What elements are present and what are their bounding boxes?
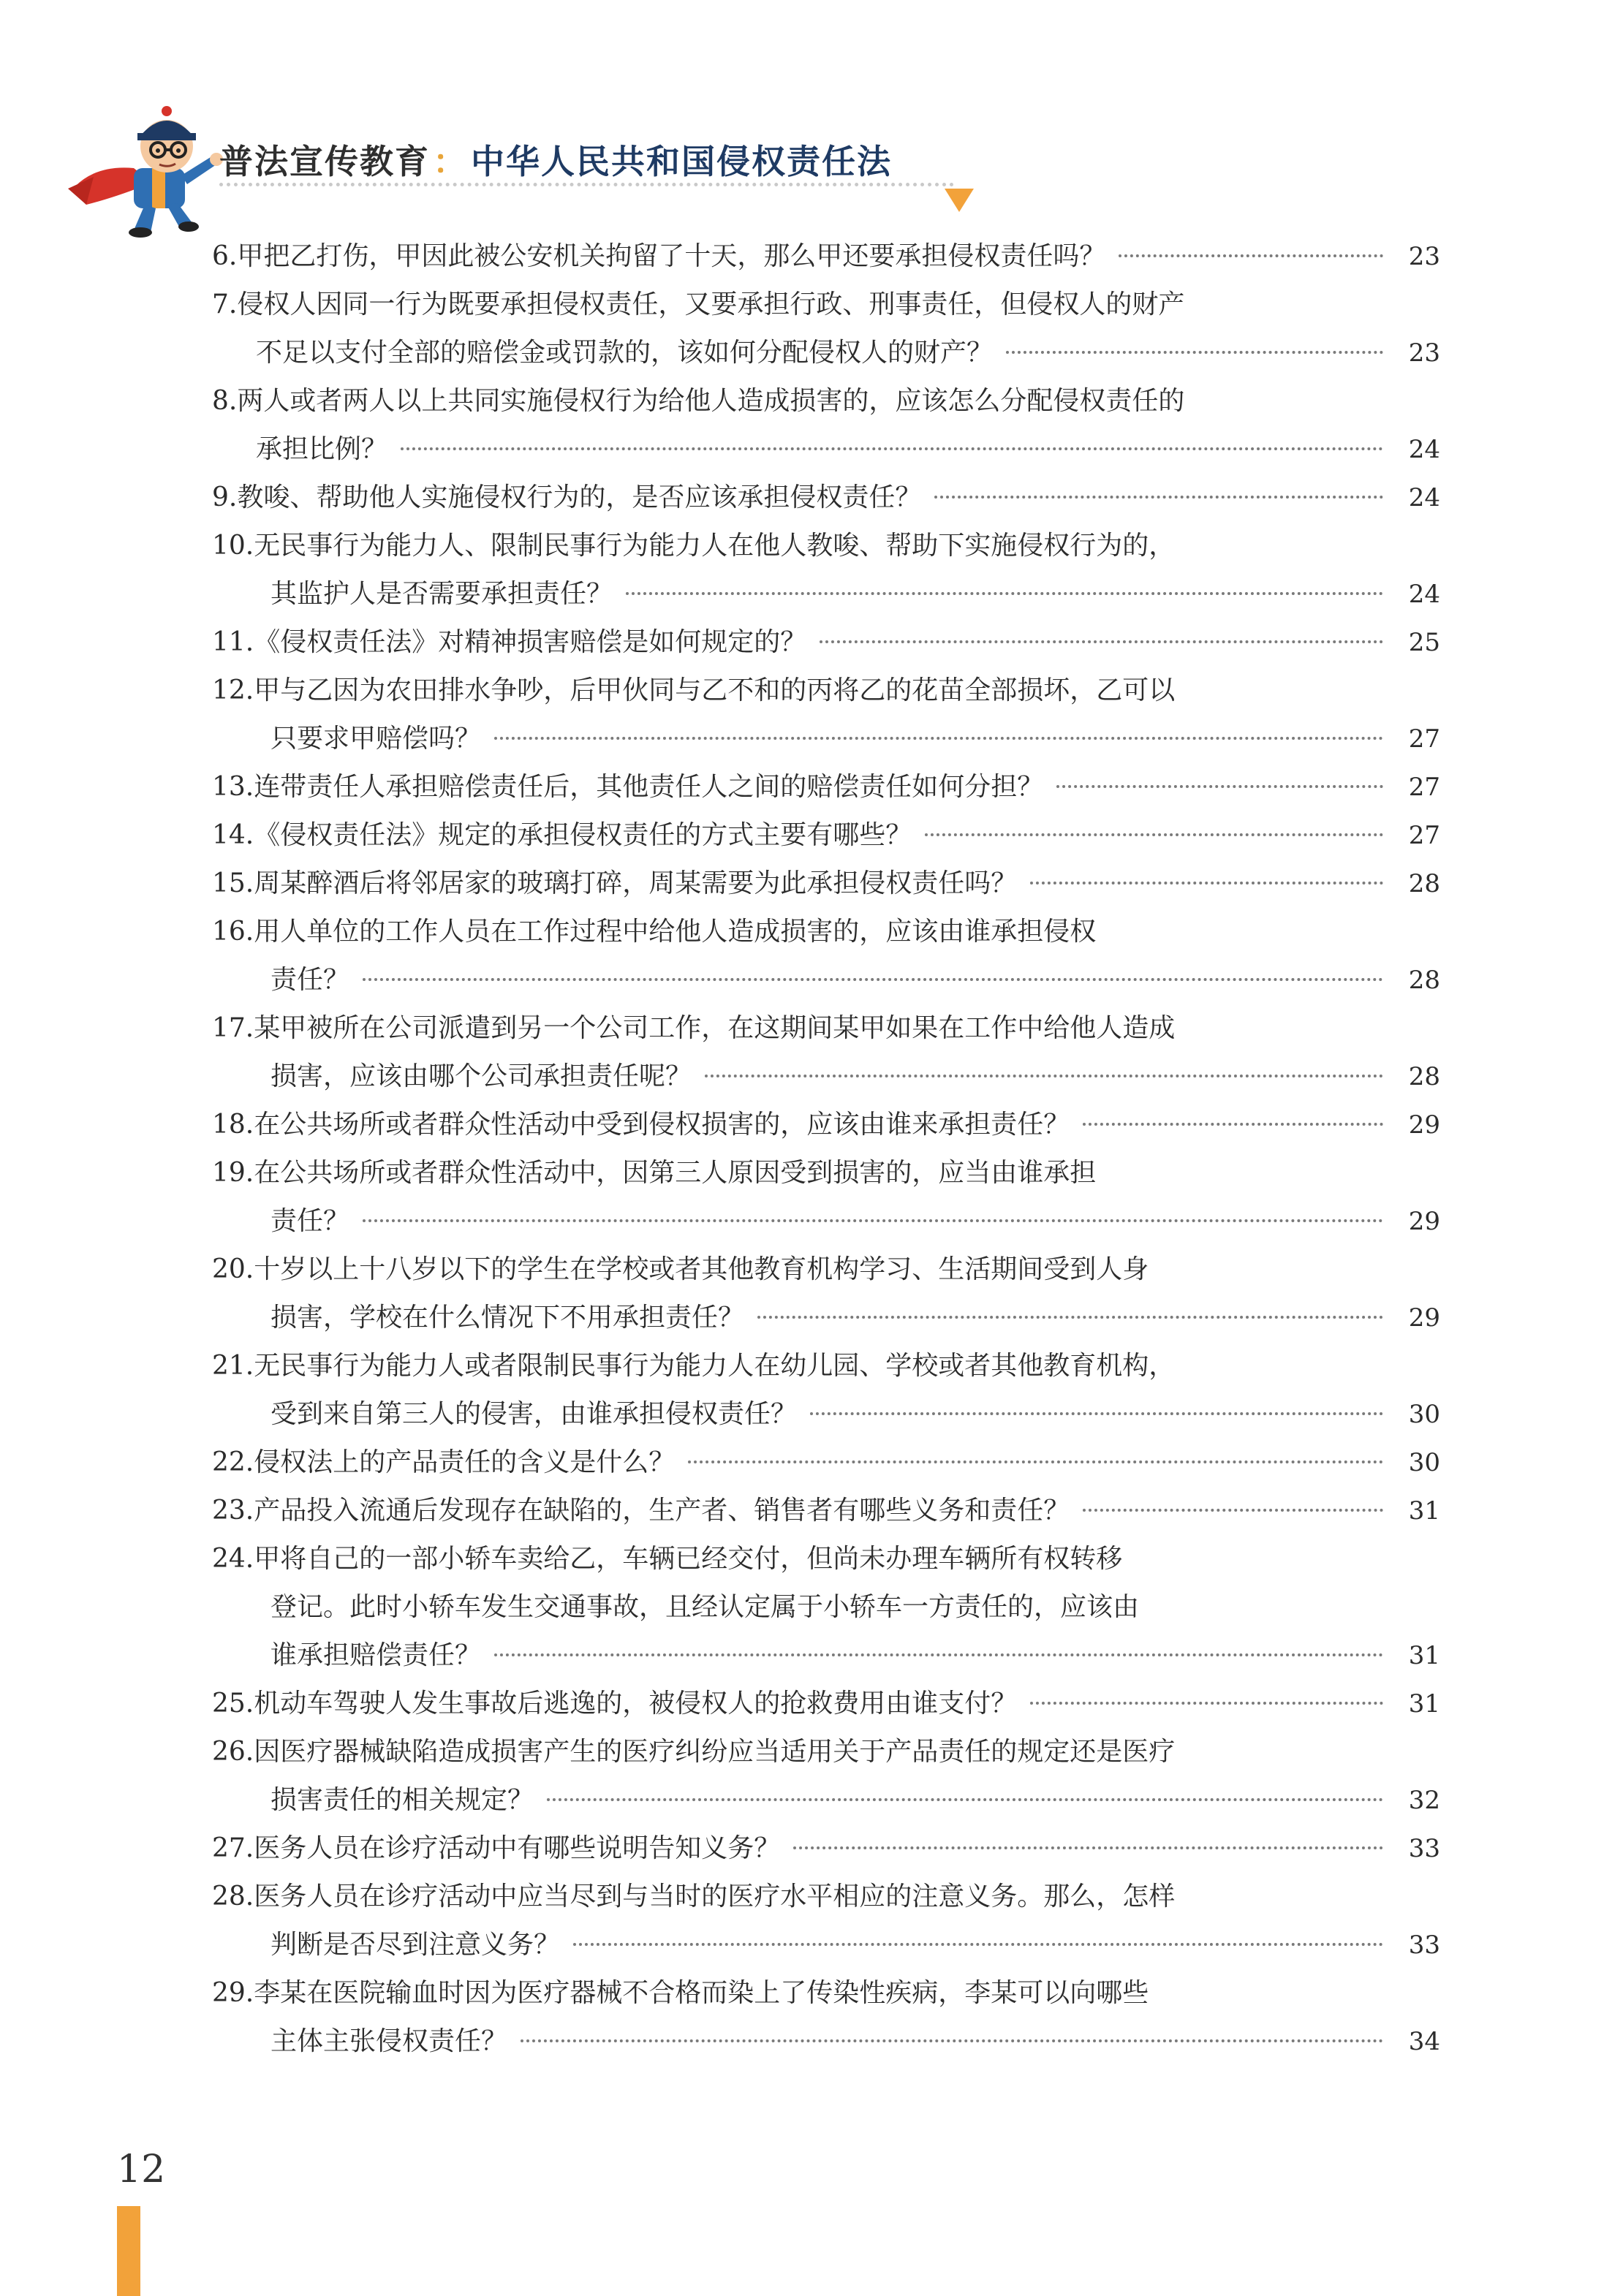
toc-entry[interactable] <box>212 1487 1440 1535</box>
dot-leader <box>1030 1702 1383 1705</box>
toc-entry[interactable] <box>212 1728 1440 1825</box>
toc-entry[interactable] <box>212 1439 1440 1487</box>
toc-entry-line <box>212 667 1440 715</box>
toc-entry-text: 责任？ <box>270 965 350 995</box>
toc-entry[interactable] <box>212 1680 1440 1728</box>
dot-leader <box>810 1412 1383 1415</box>
toc-entry-text: 甲与乙因为农田排水争吵，后甲伙同与乙不和的丙将乙的花苗全部损坏，乙可以 <box>254 675 1176 705</box>
toc-entry-line <box>212 860 1440 908</box>
triangle-marker-icon <box>945 189 974 212</box>
toc-entry-text: 医务人员在诊疗活动中应当尽到与当时的医疗水平相应的注意义务。那么，怎样 <box>254 1882 1176 1912</box>
toc-entry-number: 26. <box>212 1737 254 1767</box>
toc-entry-line <box>212 377 1440 425</box>
toc-entry-page: 27 <box>1408 724 1440 754</box>
toc-entry-line <box>212 1294 1440 1342</box>
page-number: 12 <box>117 2148 166 2191</box>
dot-leader <box>1083 1509 1383 1512</box>
toc-entry-line <box>212 1197 1440 1246</box>
dot-leader <box>820 640 1383 643</box>
toc-entry-page: 27 <box>1408 773 1440 802</box>
toc-entry-number: 23. <box>212 1496 254 1526</box>
toc-entry-text: 判断是否尽到注意义务？ <box>270 1930 561 1960</box>
toc-entry[interactable] <box>212 377 1440 474</box>
table-of-contents <box>212 232 1440 2066</box>
toc-entry[interactable] <box>212 1873 1440 1969</box>
title-separator: ： <box>433 142 468 181</box>
toc-entry-text: 侵权人因同一行为既要承担侵权责任，又要承担行政、刑事责任，但侵权人的财产 <box>237 289 1185 319</box>
toc-entry[interactable] <box>212 763 1440 811</box>
toc-entry-page: 30 <box>1408 1400 1440 1429</box>
toc-entry-line <box>212 618 1440 667</box>
dot-leader <box>925 833 1383 836</box>
dot-leader <box>547 1798 1383 1801</box>
toc-entry-page: 24 <box>1408 483 1440 512</box>
dot-leader <box>494 1653 1383 1656</box>
toc-entry[interactable] <box>212 1101 1440 1149</box>
toc-entry-text: 《侵权责任法》对精神损害赔偿是如何规定的？ <box>254 627 807 657</box>
toc-entry-number: 16. <box>212 917 254 947</box>
toc-entry-number: 12. <box>212 675 254 705</box>
toc-entry-number: 24. <box>212 1544 254 1574</box>
toc-entry[interactable] <box>212 1149 1440 1246</box>
toc-entry-line <box>212 1728 1440 1776</box>
toc-entry-text: 损害，应该由哪个公司承担责任呢？ <box>270 1061 692 1091</box>
toc-entry-number: 19. <box>212 1158 254 1188</box>
toc-entry-page: 34 <box>1408 2027 1440 2056</box>
toc-entry-line <box>212 1342 1440 1390</box>
dot-leader <box>573 1943 1383 1946</box>
toc-entry-text: 谁承担赔偿责任？ <box>270 1640 482 1670</box>
toc-entry-number: 14. <box>212 820 254 850</box>
toc-entry-page: 28 <box>1408 869 1440 898</box>
toc-entry-text: 《侵权责任法》规定的承担侵权责任的方式主要有哪些？ <box>254 820 912 850</box>
toc-entry-text: 其监护人是否需要承担责任？ <box>270 579 613 609</box>
dot-leader <box>1030 882 1383 884</box>
book-title: 中华人民共和国侵权责任法 <box>471 142 892 181</box>
toc-entry-line <box>212 715 1440 763</box>
toc-entry-line <box>212 1535 1440 1583</box>
page-edge-bar <box>117 2206 140 2296</box>
toc-entry-text: 受到来自第三人的侵害，由谁承担侵权责任？ <box>270 1399 798 1429</box>
toc-entry-page: 27 <box>1408 821 1440 850</box>
toc-entry-text: 医务人员在诊疗活动中有哪些说明告知义务？ <box>254 1833 781 1863</box>
toc-entry-page: 31 <box>1408 1496 1440 1526</box>
toc-entry-text: 主体主张侵权责任？ <box>270 2026 508 2056</box>
toc-entry-text: 侵权法上的产品责任的含义是什么？ <box>254 1447 676 1477</box>
toc-entry-line <box>212 1825 1440 1873</box>
toc-entry-number: 7. <box>212 289 238 319</box>
toc-entry-line <box>212 1149 1440 1197</box>
toc-entry-text: 两人或者两人以上共同实施侵权行为给他人造成损害的，应该怎么分配侵权责任的 <box>237 386 1185 416</box>
dot-leader <box>1119 254 1383 257</box>
toc-entry-number: 15. <box>212 868 254 898</box>
toc-entry-line <box>212 1873 1440 1921</box>
dot-leader <box>521 2039 1383 2042</box>
toc-entry[interactable] <box>212 860 1440 908</box>
toc-entry-text: 产品投入流通后发现存在缺陷的，生产者、销售者有哪些义务和责任？ <box>254 1496 1070 1526</box>
toc-entry-line <box>212 1632 1440 1680</box>
dot-leader <box>494 737 1383 740</box>
dot-leader <box>705 1075 1383 1077</box>
toc-entry-number: 29. <box>212 1978 254 2008</box>
toc-entry-line <box>212 1101 1440 1149</box>
toc-entry-number: 9. <box>212 482 238 512</box>
dot-leader <box>688 1460 1383 1463</box>
toc-entry-text: 机动车驾驶人发生事故后逃逸的，被侵权人的抢救费用由谁支付？ <box>254 1689 1018 1719</box>
toc-entry-text: 不足以支付全部的赔偿金或罚款的，该如何分配侵权人的财产？ <box>256 338 994 368</box>
toc-entry-page: 33 <box>1408 1834 1440 1863</box>
toc-entry[interactable] <box>212 667 1440 763</box>
toc-entry-text: 因医疗器械缺陷造成损害产生的医疗纠纷应当适用关于产品责任的规定还是医疗 <box>254 1737 1176 1767</box>
toc-entry-line <box>212 1921 1440 1969</box>
toc-entry-text: 教唆、帮助他人实施侵权行为的，是否应该承担侵权责任？ <box>237 482 922 512</box>
toc-entry-page: 29 <box>1408 1110 1440 1140</box>
series-name: 普法宣传教育 <box>219 142 430 181</box>
toc-entry-line <box>212 956 1440 1004</box>
toc-entry-page: 23 <box>1408 242 1440 271</box>
toc-entry-text: 用人单位的工作人员在工作过程中给他人造成损害的，应该由谁承担侵权 <box>254 917 1097 947</box>
toc-entry-text: 责任？ <box>270 1206 350 1236</box>
toc-entry[interactable] <box>212 474 1440 522</box>
toc-entry-number: 11. <box>212 627 254 657</box>
toc-entry-page: 31 <box>1408 1641 1440 1670</box>
dot-leader <box>1056 785 1383 788</box>
toc-entry-text: 损害责任的相关规定？ <box>270 1785 534 1815</box>
toc-entry-text: 李某在医院输血时因为医疗器械不合格而染上了传染性疾病，李某可以向哪些 <box>254 1978 1149 2008</box>
dot-leader <box>401 447 1383 450</box>
toc-entry-line <box>212 1053 1440 1101</box>
dot-leader <box>1006 351 1383 354</box>
toc-entry-text: 在公共场所或者群众性活动中，因第三人原因受到损害的，应当由谁承担 <box>254 1158 1097 1188</box>
toc-entry[interactable] <box>212 522 1440 618</box>
scholar-mascot-icon <box>64 95 232 241</box>
toc-entry-line <box>212 570 1440 618</box>
toc-entry[interactable] <box>212 1004 1440 1101</box>
toc-entry-line <box>212 522 1440 570</box>
toc-entry-page: 29 <box>1408 1207 1440 1236</box>
toc-entry-line <box>212 763 1440 811</box>
toc-entry-page: 28 <box>1408 966 1440 995</box>
toc-entry[interactable] <box>212 1969 1440 2066</box>
toc-entry-page: 31 <box>1408 1689 1440 1719</box>
header-divider <box>219 183 954 186</box>
toc-entry-text: 周某醉酒后将邻居家的玻璃打碎，周某需要为此承担侵权责任吗？ <box>254 868 1018 898</box>
toc-entry-page: 28 <box>1408 1062 1440 1091</box>
toc-entry-text: 登记。此时小轿车发生交通事故，且经认定属于小轿车一方责任的，应该由 <box>270 1592 1140 1622</box>
toc-entry[interactable] <box>212 1535 1440 1680</box>
toc-entry-line <box>212 1487 1440 1535</box>
toc-entry-number: 28. <box>212 1882 254 1912</box>
toc-entry-line <box>212 474 1440 522</box>
toc-entry-line <box>212 1583 1440 1632</box>
dot-leader <box>626 592 1383 595</box>
toc-entry-number: 21. <box>212 1351 254 1381</box>
toc-entry-line <box>212 281 1440 329</box>
toc-entry-number: 17. <box>212 1013 254 1043</box>
toc-entry-line <box>212 2017 1440 2066</box>
toc-entry-number: 13. <box>212 772 254 802</box>
toc-entry-line <box>212 1439 1440 1487</box>
dot-leader <box>934 496 1383 499</box>
toc-entry-text: 连带责任人承担赔偿责任后，其他责任人之间的赔偿责任如何分担？ <box>254 772 1044 802</box>
toc-entry-text: 十岁以上十八岁以下的学生在学校或者其他教育机构学习、生活期间受到人身 <box>254 1254 1149 1284</box>
toc-entry-line <box>212 232 1440 281</box>
toc-entry-number: 25. <box>212 1689 254 1719</box>
toc-entry-text: 无民事行为能力人、限制民事行为能力人在他人教唆、帮助下实施侵权行为的， <box>254 531 1176 561</box>
toc-entry[interactable] <box>212 281 1440 377</box>
toc-entry-text: 甲将自己的一部小轿车卖给乙，车辆已经交付，但尚未办理车辆所有权转移 <box>254 1544 1123 1574</box>
toc-entry-text: 损害，学校在什么情况下不用承担责任？ <box>270 1303 745 1333</box>
toc-entry-line <box>212 811 1440 860</box>
toc-entry-line <box>212 1776 1440 1825</box>
toc-entry-number: 22. <box>212 1447 254 1477</box>
toc-entry-page: 32 <box>1408 1786 1440 1815</box>
toc-entry-line <box>212 329 1440 377</box>
toc-entry-number: 6. <box>212 241 238 271</box>
toc-entry[interactable] <box>212 908 1440 1004</box>
toc-entry-line <box>212 1004 1440 1053</box>
toc-entry-number: 10. <box>212 531 254 561</box>
header-title <box>219 135 892 183</box>
toc-entry-page: 25 <box>1408 628 1440 657</box>
toc-entry-text: 承担比例？ <box>256 434 388 464</box>
toc-entry-page: 24 <box>1408 580 1440 609</box>
dot-leader <box>757 1316 1383 1319</box>
toc-entry-number: 8. <box>212 386 238 416</box>
toc-entry-page: 30 <box>1408 1448 1440 1477</box>
toc-entry[interactable] <box>212 618 1440 667</box>
toc-entry-text: 只要求甲赔偿吗？ <box>270 724 482 754</box>
toc-entry-text: 无民事行为能力人或者限制民事行为能力人在幼儿园、学校或者其他教育机构， <box>254 1351 1176 1381</box>
toc-entry-line <box>212 1680 1440 1728</box>
toc-entry-line <box>212 1246 1440 1294</box>
toc-entry-text: 甲把乙打伤，甲因此被公安机关拘留了十天，那么甲还要承担侵权责任吗？ <box>237 241 1106 271</box>
dot-leader <box>363 1219 1383 1222</box>
toc-entry-number: 27. <box>212 1833 254 1863</box>
toc-entry-page: 24 <box>1408 435 1440 464</box>
dot-leader <box>793 1846 1383 1849</box>
dot-leader <box>1083 1123 1383 1126</box>
toc-entry[interactable] <box>212 1342 1440 1439</box>
dot-leader <box>363 978 1383 981</box>
toc-entry-page: 29 <box>1408 1303 1440 1333</box>
toc-entry-line <box>212 1390 1440 1439</box>
toc-entry-text: 在公共场所或者群众性活动中受到侵权损害的，应该由谁来承担责任？ <box>254 1110 1070 1140</box>
toc-entry-line <box>212 1969 1440 2017</box>
toc-entry[interactable] <box>212 811 1440 860</box>
toc-entry[interactable] <box>212 1825 1440 1873</box>
toc-entry-text: 某甲被所在公司派遣到另一个公司工作，在这期间某甲如果在工作中给他人造成 <box>254 1013 1176 1043</box>
page-header <box>0 0 1623 219</box>
toc-entry-line <box>212 425 1440 474</box>
toc-entry-line <box>212 908 1440 956</box>
toc-entry[interactable] <box>212 1246 1440 1342</box>
toc-entry-page: 33 <box>1408 1931 1440 1960</box>
toc-entry-number: 18. <box>212 1110 254 1140</box>
toc-entry-page: 23 <box>1408 338 1440 368</box>
toc-entry-number: 20. <box>212 1254 254 1284</box>
toc-entry[interactable] <box>212 232 1440 281</box>
